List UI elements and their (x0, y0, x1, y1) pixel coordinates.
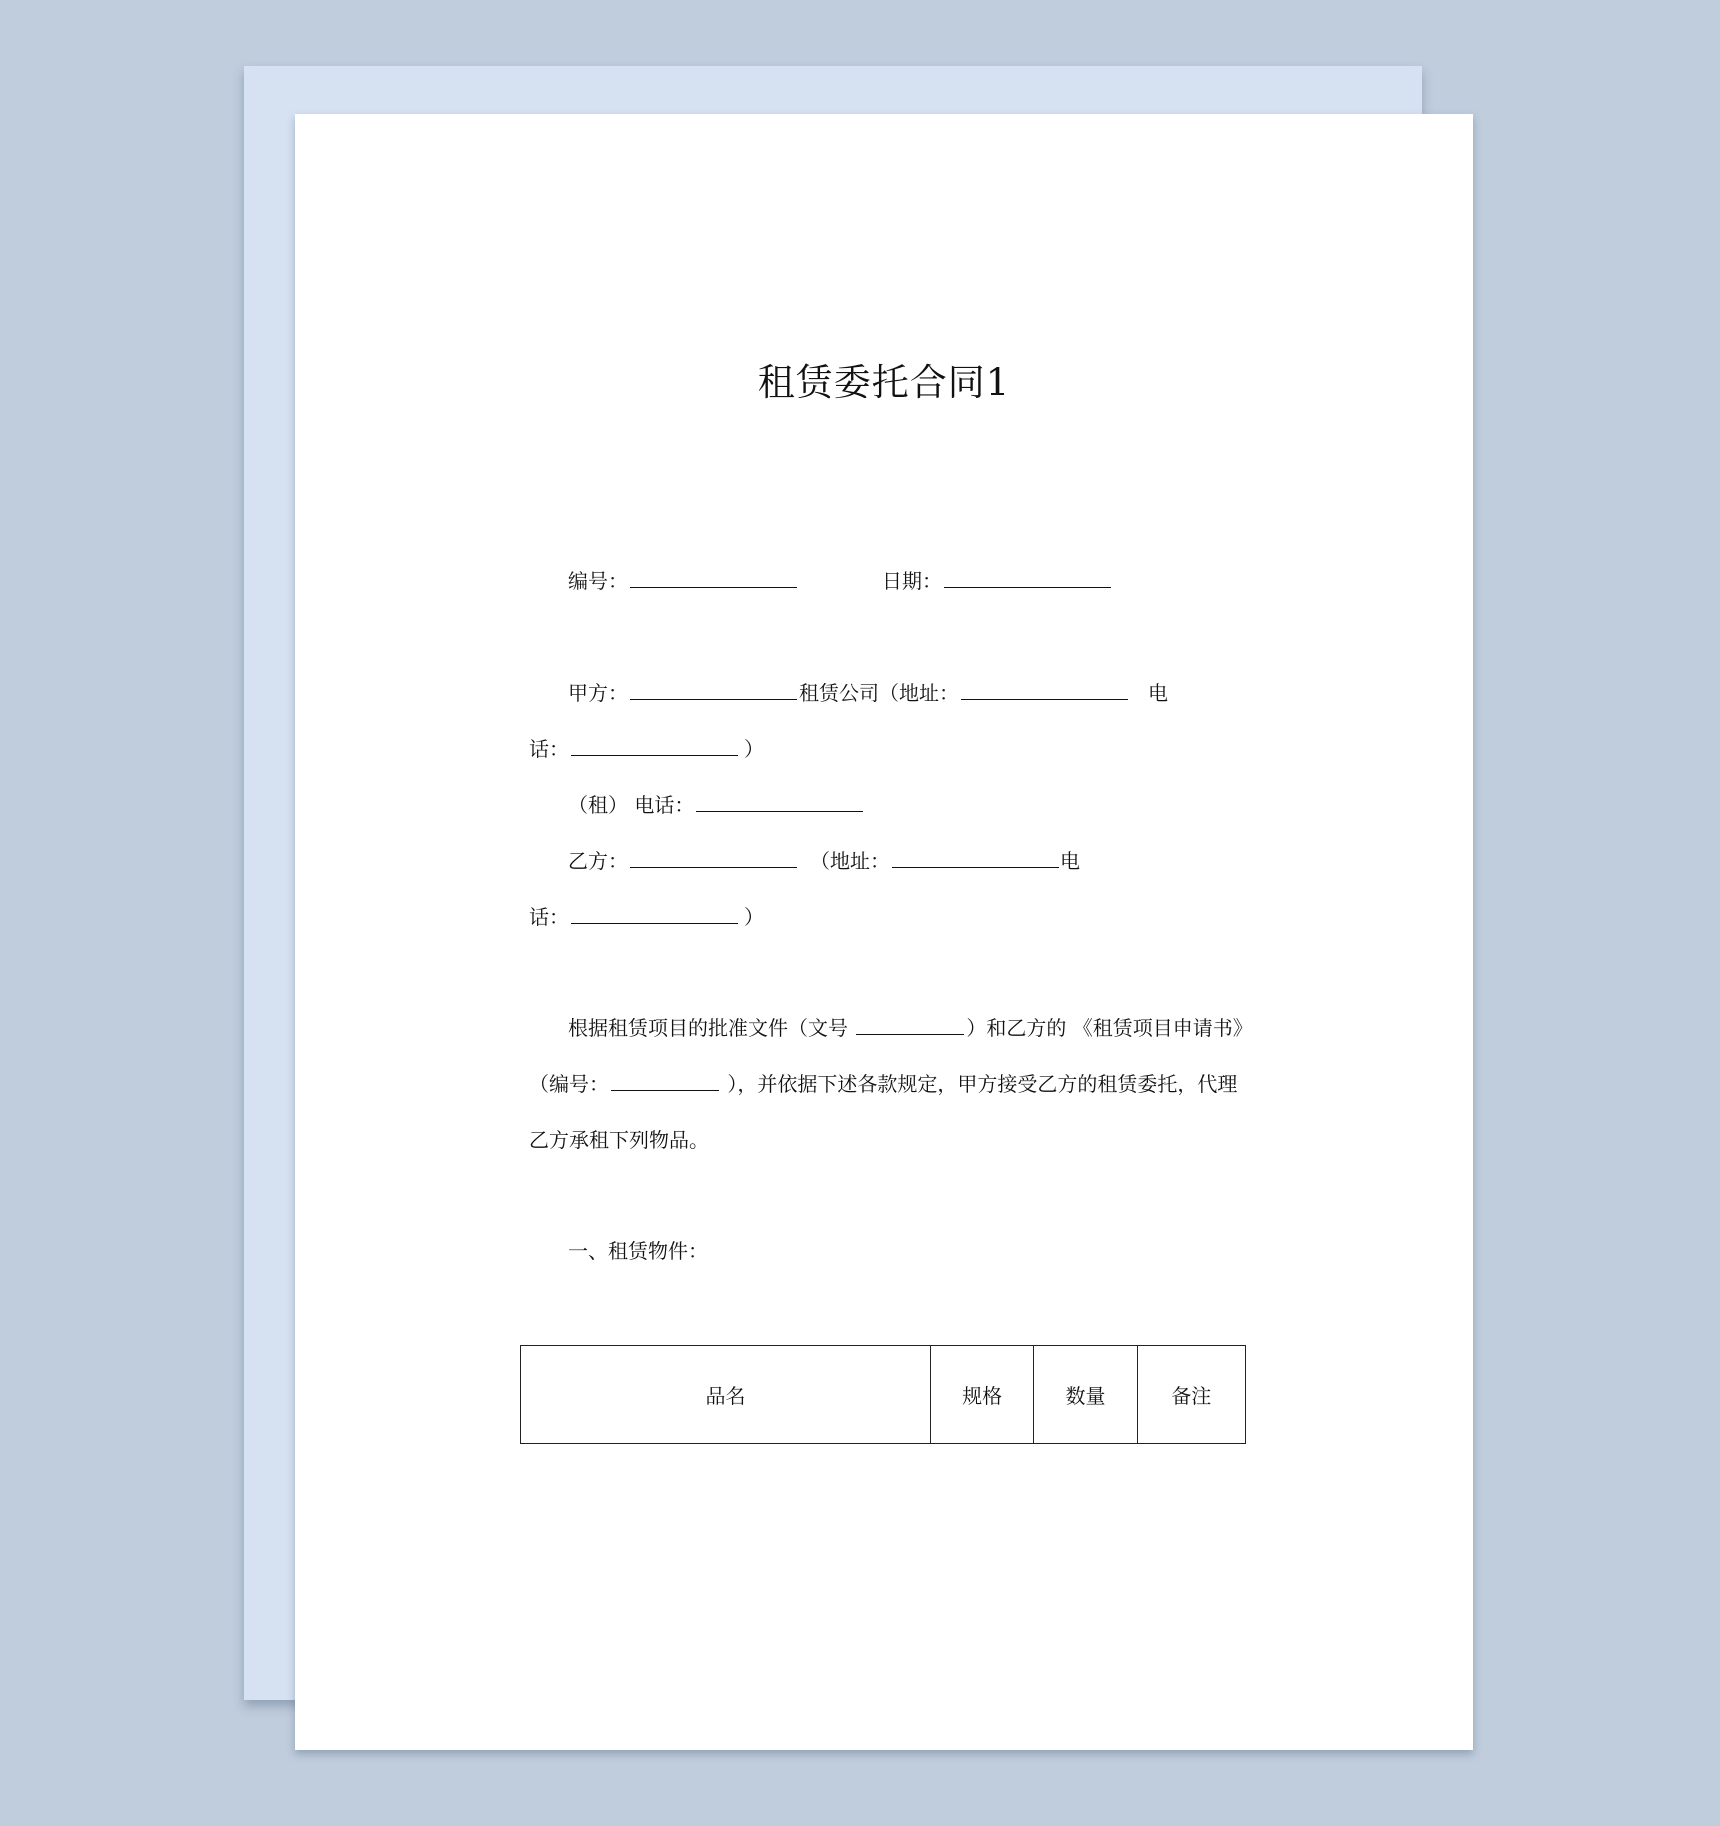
lease-items-table (520, 1345, 1246, 1444)
party-b-address-blank[interactable] (892, 849, 1059, 868)
party-a-line (568, 679, 1130, 707)
party-a-phone-blank[interactable] (571, 737, 738, 756)
renter-phone-blank[interactable] (696, 793, 863, 812)
party-a-phone-label: 话： (529, 737, 569, 761)
number-label: 编号： (568, 569, 628, 593)
document-page (295, 114, 1473, 1750)
header-item-name: 品名 (521, 1346, 931, 1444)
party-b-phone-char: 电 (1060, 849, 1080, 873)
header-quantity: 数量 (1034, 1346, 1137, 1444)
body-line-1-b: ）和乙方的 《租赁项目申请书》 (966, 1016, 1253, 1040)
renter-phone-label: （租） 电话： (568, 793, 695, 817)
body-line-3: 乙方承租下列物品。 (529, 1128, 709, 1152)
party-a-label: 甲方： (568, 681, 628, 705)
party-a-phone-char: 电 (1148, 681, 1168, 705)
party-b-close-paren: ） (744, 905, 764, 929)
document-number-blank[interactable] (856, 1016, 964, 1035)
renter-phone-line (568, 791, 865, 819)
body-line-2-a: （编号： (529, 1072, 609, 1096)
section-1-heading: 一、租赁物件： (568, 1239, 708, 1263)
party-a-phone-line (529, 735, 740, 763)
party-b-phone-line (529, 903, 740, 931)
party-a-address-blank[interactable] (961, 681, 1128, 700)
party-b-phone-label: 话： (529, 905, 569, 929)
party-a-close-paren: ） (744, 737, 764, 761)
party-b-line (568, 847, 799, 875)
date-label: 日期： (882, 569, 942, 593)
party-b-label: 乙方： (568, 849, 628, 873)
date-blank[interactable] (944, 569, 1111, 588)
body-line-2-b: ），并依据下述各款规定，甲方接受乙方的租赁委托，代理 (727, 1072, 1238, 1096)
party-b-address (810, 847, 1061, 875)
date-field (882, 567, 1113, 595)
party-b-name-blank[interactable] (630, 849, 797, 868)
party-a-name-blank[interactable] (630, 681, 797, 700)
header-remarks: 备注 (1137, 1346, 1245, 1444)
document-title: 租赁委托合同1 (757, 361, 1011, 404)
body-line-1-a: 根据租赁项目的批准文件（文号 (568, 1016, 848, 1040)
body-line-1 (568, 1014, 1253, 1042)
party-b-address-label: （地址： (810, 849, 890, 873)
header-specification: 规格 (930, 1346, 1033, 1444)
application-number-blank[interactable] (611, 1072, 719, 1091)
body-line-2 (529, 1070, 1237, 1098)
number-field (568, 567, 799, 595)
table-header-row (521, 1346, 1246, 1444)
number-blank[interactable] (630, 569, 797, 588)
party-b-phone-blank[interactable] (571, 905, 738, 924)
party-a-company-suffix: 租赁公司（地址： (799, 681, 959, 705)
